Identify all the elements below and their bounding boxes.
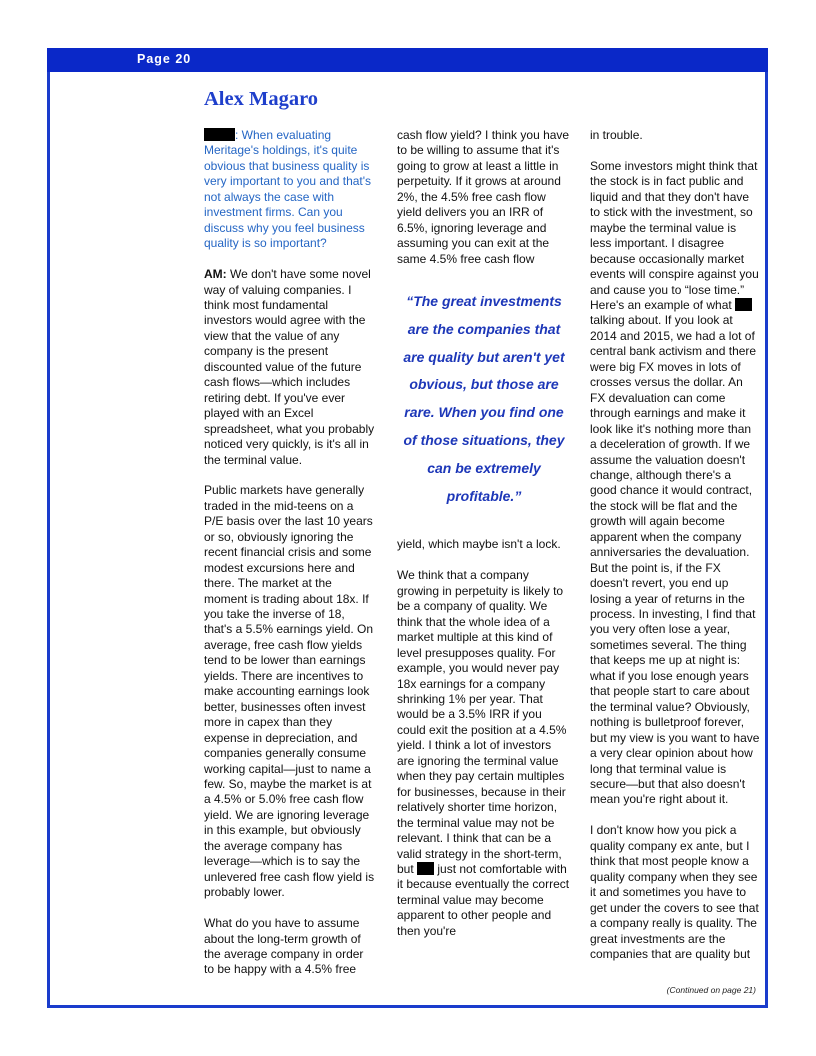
redaction-box xyxy=(735,298,752,311)
body-paragraph xyxy=(397,568,571,939)
text-segment: talking about. If you look at 2014 and 2015, we had a lot of central bank activism and there were big FX moves in lots of crosses versus the dollar. An FX devaluation can come through earnings and make it look like it's nothing more than a deceleration of growth. If we assume the valuation doesn't change, although there's a good chance it would contract, the stock will be flat and the growth will again become apparent when the company anniversaries the devaluation. But the point is, if the FX doesn't revert, you end up losing a year of returns in the process. In investing, I find that you very often lose a year, sometimes several. The thing that keeps me up at night is: what if you lose enough years that people start to care about the terminal value? Obviously, nothing is bulletproof forever, but my view is you want to have a very clear opinion about how long that terminal value is secure—but that also doesn't mean you're right about it. xyxy=(590,313,760,807)
redaction-box xyxy=(417,862,434,875)
question-text: : When evaluating Meritage's holdings, it's quite obvious that business quality is very important to you and that's not always the case with investment firms. Can you discuss why you feel business quality is so important? xyxy=(204,128,372,251)
continued-note: (Continued on page 21) xyxy=(666,985,756,995)
speaker-label: AM: xyxy=(204,267,227,282)
page-number-label: Page 20 xyxy=(137,52,192,66)
column-2 xyxy=(397,128,571,939)
answer-paragraph xyxy=(204,267,376,468)
interviewee-name: Alex Magaro xyxy=(204,88,319,110)
body-paragraph: Public markets have generally traded in the mid-teens on a P/E basis over the last 10 years or so, obviously ignoring the recent financial crisis and some modest excursions here and there. The market at the moment is trading about 18x. If you take the inverse of 18, that's a 5.5% earnings yield. On average, free cash flow yields tend to be lower than earnings yields. There are incentives to make accounting earnings look better, businesses often invest more in capex than they expense in depreciation, and companies generally consume working capital—just to name a few. So, maybe the market is at a 4.5% or 5.0% free cash flow yield. We are ignoring leverage in this example, but obviously the average company has leverage—which is to say the unlevered free cash flow yield is probably lower. xyxy=(204,483,375,900)
answer-text: We don't have some novel way of valuing companies. I think most fundamental investors would agree with the view that the value of any company is the present discounted value of the future cash flows—which includes retiring debt. If you've ever played with an Excel spreadsheet, what you probably noticed very quickly, is it's all in the terminal value. xyxy=(204,267,375,467)
body-paragraph: cash flow yield? I think you have to be willing to assume that it's going to grow at least a little in perpetuity. If it grows at around 2%, the 4.5% free cash flow yield delivers you an IRR of 6.5%, ignoring leverage and assuming you can exit at the same 4.5% free cash flow xyxy=(397,128,570,266)
text-segment: We think that a company growing in perpetuity is likely to be a company of quality. We think that the whole idea of a market multiple at this kind of level presupposes quality. For example, you would never pay 18x earnings for a company shrinking 1% per year. That would be a 3.5% IRR if you could exit the position at a 4.5% yield. I think a lot of investors are ignoring the terminal value when they pay certain multiples for businesses, because in their relatively shorter time horizon, the terminal value may not be relevant. I think that can be a valid strategy in the short-term, but xyxy=(397,568,567,876)
body-paragraph: in trouble. xyxy=(590,128,643,142)
column-3 xyxy=(590,128,760,962)
question-paragraph xyxy=(204,128,376,252)
body-paragraph: What do you have to assume about the long-term growth of the average company in order to be happy with a 4.5% free xyxy=(204,916,364,977)
body-paragraph: I don't know how you pick a quality company ex ante, but I think that most people know a quality company when they see it and sometimes you have to get under the covers to see that a company really is quality. The great investments are the companies that are quality but xyxy=(590,823,759,961)
redaction-box xyxy=(204,128,235,141)
pull-quote: “The great investments are the companies that are quality but aren't yet obvious, but those are rare. When you find one of those situations, they can be extremely profitable.” xyxy=(403,293,565,504)
text-segment: Some investors might think that the stock is in fact public and liquid and that they don't have to stick with the investment, so maybe the terminal value is less important. I disagree because occasionally market events will conspire against you and cause you to “lose time.” Here's an example of what xyxy=(590,158,759,312)
body-paragraph: yield, which maybe isn't a lock. xyxy=(397,537,561,552)
text-segment: just not comfortable with it because eventually the correct terminal value may become apparent to other people and then you're xyxy=(397,861,570,938)
body-paragraph xyxy=(590,159,760,808)
column-1 xyxy=(204,128,376,978)
